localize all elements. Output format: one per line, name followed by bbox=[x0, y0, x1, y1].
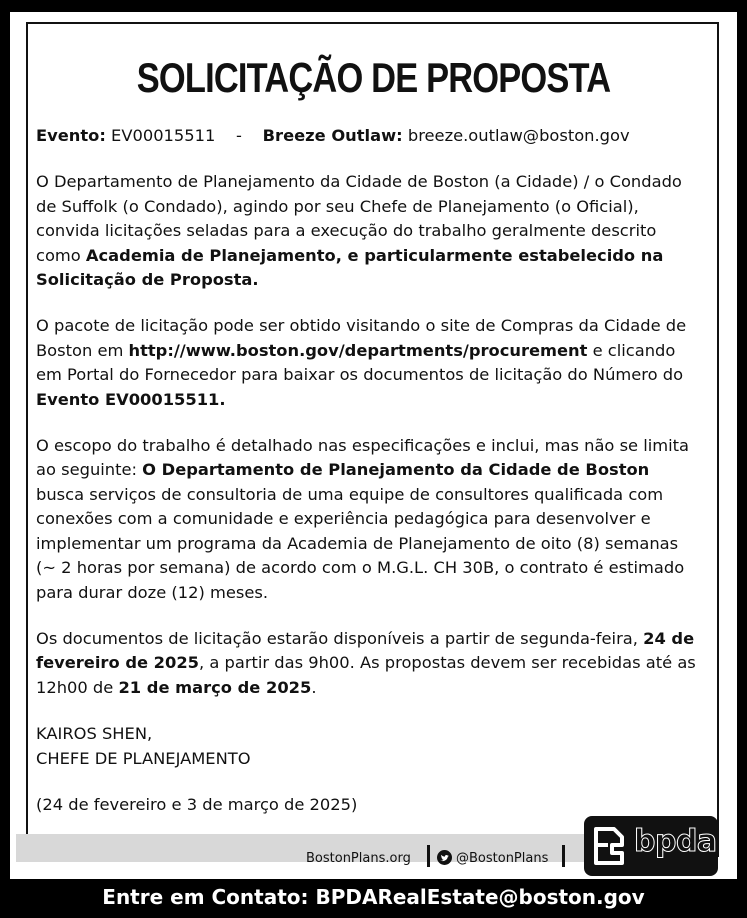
signature-name: KAIROS SHEN, bbox=[36, 724, 153, 744]
paragraph-package-text1: O pacote de licitação pode ser obtido visitando o site de Compras da Cidade de Boston em bbox=[36, 316, 687, 360]
contact-email[interactable]: breeze.outlaw@boston.gov bbox=[407, 126, 630, 145]
date-deadline: 21 de março de 2025 bbox=[118, 677, 312, 697]
paragraph-dates-text1: Os documentos de licitação estarão disponíveis a partir de segunda-feira, bbox=[36, 628, 644, 648]
paragraph-scope-text1: O escopo do trabalho é detalhado nas especificações e inclui, mas não se limita ao seguinte: bbox=[36, 436, 690, 480]
paragraph-dates bbox=[36, 627, 696, 700]
paragraph-package-text2: e clicando em Portal do Fornecedor para baixar os documentos de licitação do Número do bbox=[36, 340, 684, 385]
paragraph-dates-text2: , a partir das 9h00. As propostas devem ser recebidas até as 12h00 de bbox=[36, 653, 696, 697]
event-line bbox=[36, 124, 696, 148]
footer-divider bbox=[427, 845, 430, 867]
event-label: Evento: bbox=[36, 126, 106, 145]
footer-twitter-handle[interactable]: @BostonPlans bbox=[456, 851, 549, 866]
notice-body bbox=[36, 124, 696, 817]
bpda-logo-text: bpda bbox=[634, 824, 717, 859]
contact-bar[interactable]: Entre em Contato: BPDARealEstate@boston.gov bbox=[102, 885, 645, 909]
paragraph-package bbox=[36, 314, 696, 412]
bpda-logo bbox=[584, 816, 718, 876]
twitter-bird-icon bbox=[437, 850, 452, 865]
paragraph-intro bbox=[36, 170, 696, 292]
paragraph-package-event: Evento EV00015511. bbox=[36, 389, 226, 409]
bpda-logo-mark-icon bbox=[590, 823, 630, 869]
footer-website[interactable]: BostonPlans.org bbox=[306, 851, 411, 866]
signature-block bbox=[36, 722, 696, 771]
paragraph-intro-text: O Departamento de Planejamento da Cidade de Boston (a Cidade) / o Condado de Suffolk (o Condado), agindo por seu Chefe de Planejamento (o Oficial), convida licitações seladas para a execução do trabalho geralmente descrito como bbox=[36, 172, 682, 265]
paragraph-scope-bold: O Departamento de Planejamento da Cidade de Boston bbox=[142, 460, 650, 480]
signature-role: CHEFE DE PLANEJAMENTO bbox=[36, 748, 251, 768]
paragraph-intro-bold: Academia de Planejamento, e particularmente estabelecido na Solicitação de Proposta. bbox=[36, 245, 664, 290]
paragraph-dates-text3: . bbox=[311, 677, 317, 697]
date-available: 24 de fevereiro de 2025 bbox=[36, 628, 695, 673]
page-title: SOLICITAÇÃO DE PROPOSTA bbox=[136, 54, 611, 101]
event-id: EV00015511 bbox=[111, 126, 216, 145]
paragraph-scope bbox=[36, 434, 696, 605]
publication-dates: (24 de fevereiro e 3 de março de 2025) bbox=[36, 794, 358, 814]
event-separator: - bbox=[236, 126, 242, 145]
footer-divider bbox=[562, 845, 565, 867]
paragraph-scope-text2: busca serviços de consultoria de uma equipe de consultores qualificada com conexões com a comunidade e experiência pedagógica para desenvolver e implementar um programa da Academia de Planejamento de oito (8) semanas (~ 2 horas por semana) de acordo com o M.G.L. CH 30B, o contrato é estimado para durar doze (12) meses. bbox=[36, 484, 685, 602]
procurement-link[interactable]: http://www.boston.gov/departments/procurement bbox=[128, 340, 588, 360]
contact-name: Breeze Outlaw: bbox=[262, 126, 403, 145]
